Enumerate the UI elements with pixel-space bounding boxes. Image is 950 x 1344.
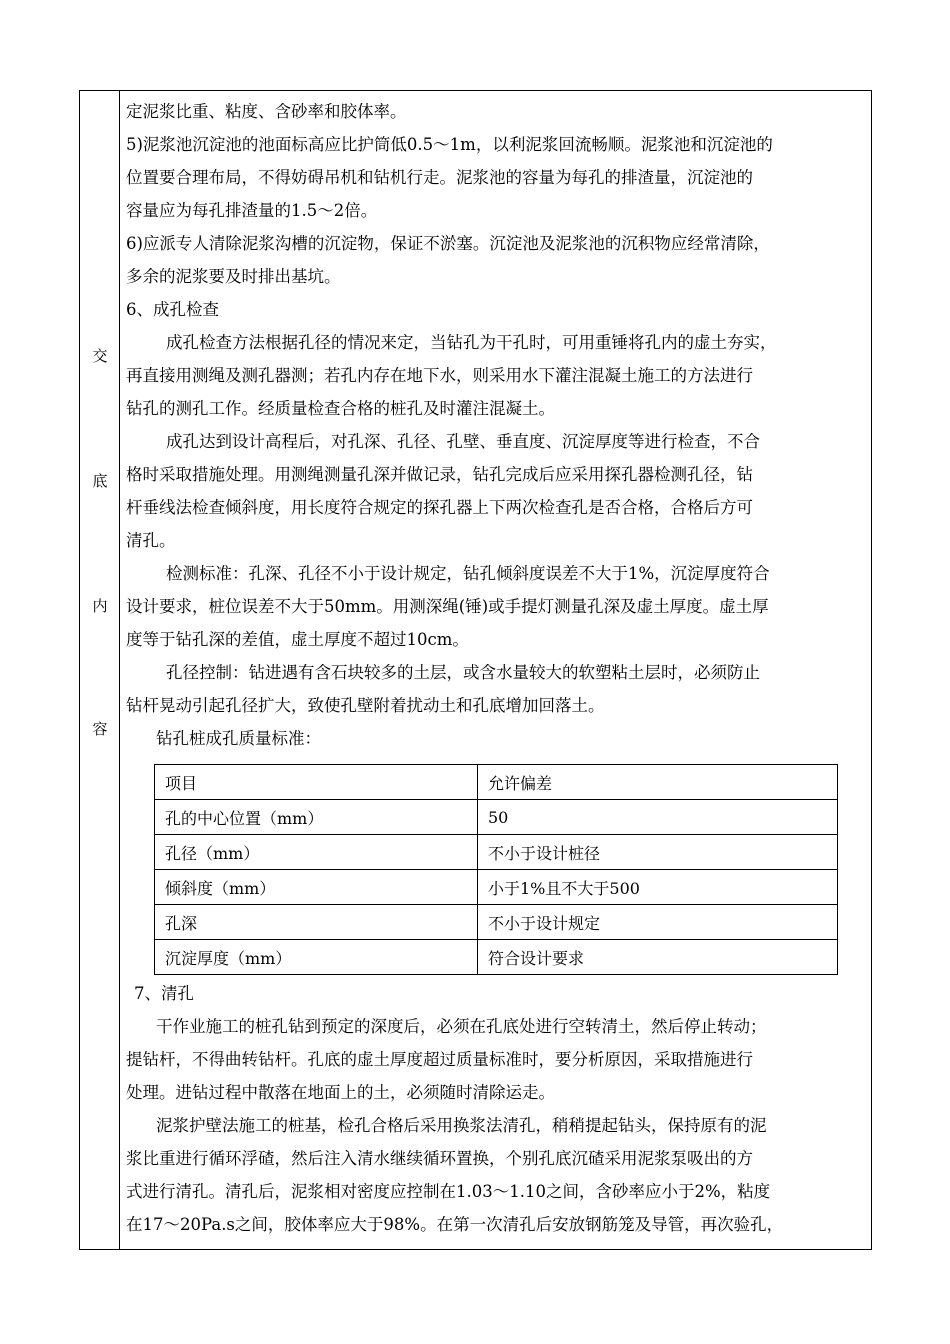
text-line: 浆比重进行循环浮碴，然后注入清水继续循环置换，个别孔底沉碴采用泥浆泵吸出的方 (126, 1149, 753, 1168)
text-line: 泥浆护壁法施工的桩基，检孔合格后采用换浆法清孔，稍稍提起钻头，保持原有的泥 (156, 1116, 767, 1135)
text-line: 位置要合理布局，不得妨碍吊机和钻机行走。泥浆池的容量为每孔的排渣量，沉淀池的 (126, 168, 753, 187)
side-label-char: 内 (92, 597, 108, 615)
table-cell: 符合设计要求 (478, 940, 838, 975)
table-header-cell: 项目 (155, 765, 478, 800)
text-line: 钻孔的测孔工作。经质量检查合格的桩孔及时灌注混凝土。 (126, 399, 555, 418)
side-label-char: 容 (92, 720, 108, 738)
table-row (155, 905, 838, 940)
text-line: 检测标准：孔深、孔径不小于设计规定，钻孔倾斜度误差不大于1%，沉淀厚度符合 (166, 564, 770, 583)
section-6-title: 6、成孔检查 (126, 300, 219, 319)
text-line: 设计要求，桩位误差不大于50mm。用测深绳(锤)或手提灯测量孔深及虚土厚度。虚土厚 (126, 597, 769, 616)
section-7-title: 7、清孔 (134, 984, 194, 1003)
table-cell: 孔径（mm） (155, 835, 478, 870)
document-frame (79, 90, 872, 1250)
table-cell: 不小于设计规定 (478, 905, 838, 940)
text-line: 再直接用测绳及测孔器测；若孔内存在地下水，则采用水下灌注混凝土施工的方法进行 (126, 366, 753, 385)
table-cell: 沉淀厚度（mm） (155, 940, 478, 975)
text-line: 格时采取措施处理。用测绳测量孔深并做记录，钻孔完成后应采用探孔器检测孔径，钻 (126, 465, 753, 484)
table-cell: 孔的中心位置（mm） (155, 800, 478, 835)
text-line: 干作业施工的桩孔钻到预定的深度后，必须在孔底处进行空转清土，然后停止转动； (156, 1017, 767, 1036)
table-row (155, 940, 838, 975)
side-label-column (80, 91, 120, 1249)
text-line: 杆垂线法检查倾斜度，用长度符合规定的探孔器上下两次检查孔是否合格，合格后方可 (126, 498, 753, 517)
table-cell: 倾斜度（mm） (155, 870, 478, 905)
table-cell: 50 (478, 800, 838, 835)
table-row (155, 835, 838, 870)
table-cell: 不小于设计桩径 (478, 835, 838, 870)
text-line: 在17～20Pa.s之间，胶体率应大于98%。在第一次清孔后安放钢筋笼及导管，再次验孔， (126, 1215, 784, 1234)
text-line: 处理。进钻过程中散落在地面上的土，必须随时清除运走。 (126, 1083, 555, 1102)
side-label-char: 交 (92, 347, 108, 365)
text-line: 式进行清孔。清孔后，泥浆相对密度应控制在1.03～1.10之间，含砂率应小于2%，粘度 (126, 1182, 771, 1201)
text-line: 钻杆晃动引起孔径扩大，致使孔壁附着扰动土和孔底增加回落土。 (126, 696, 605, 715)
text-line: 定泥浆比重、粘度、含砂率和胶体率。 (126, 102, 407, 121)
table-header-row (155, 765, 838, 800)
text-line: 6)应派专人清除泥浆沟槽的沉淀物，保证不淤塞。沉淀池及泥浆池的沉积物应经常清除， (126, 234, 770, 253)
table-row (155, 800, 838, 835)
text-line: 提钻杆，不得曲转钻杆。孔底的虚土厚度超过质量标准时，要分析原因，采取措施进行 (126, 1050, 753, 1069)
text-line: 多余的泥浆要及时排出基坑。 (126, 267, 341, 286)
text-line: 成孔达到设计高程后，对孔深、孔径、孔壁、垂直度、沉淀厚度等进行检查，不合 (166, 432, 760, 451)
side-label-char: 底 (92, 472, 108, 490)
quality-standard-table (154, 764, 838, 975)
text-line: 孔径控制：钻进遇有含石块较多的土层，或含水量较大的软塑粘土层时，必须防止 (166, 663, 760, 682)
table-header-cell: 允许偏差 (478, 765, 838, 800)
table-cell: 孔深 (155, 905, 478, 940)
content-area (126, 95, 866, 1241)
text-line: 清孔。 (126, 531, 176, 550)
table-row (155, 870, 838, 905)
text-line: 度等于钻孔深的差值，虚土厚度不超过10cm。 (126, 630, 469, 649)
text-line: 5)泥浆池沉淀池的池面标高应比护筒低0.5～1m，以利泥浆回流畅顺。泥浆池和沉淀池的 (126, 135, 773, 154)
table-cell: 小于1%且不大于500 (478, 870, 838, 905)
text-line: 容量应为每孔排渣量的1.5～2倍。 (126, 201, 378, 220)
table-caption: 钻孔桩成孔质量标准： (156, 729, 321, 748)
text-line: 成孔检查方法根据孔径的情况来定，当钻孔为干孔时，可用重锤将孔内的虚土夯实， (166, 333, 777, 352)
